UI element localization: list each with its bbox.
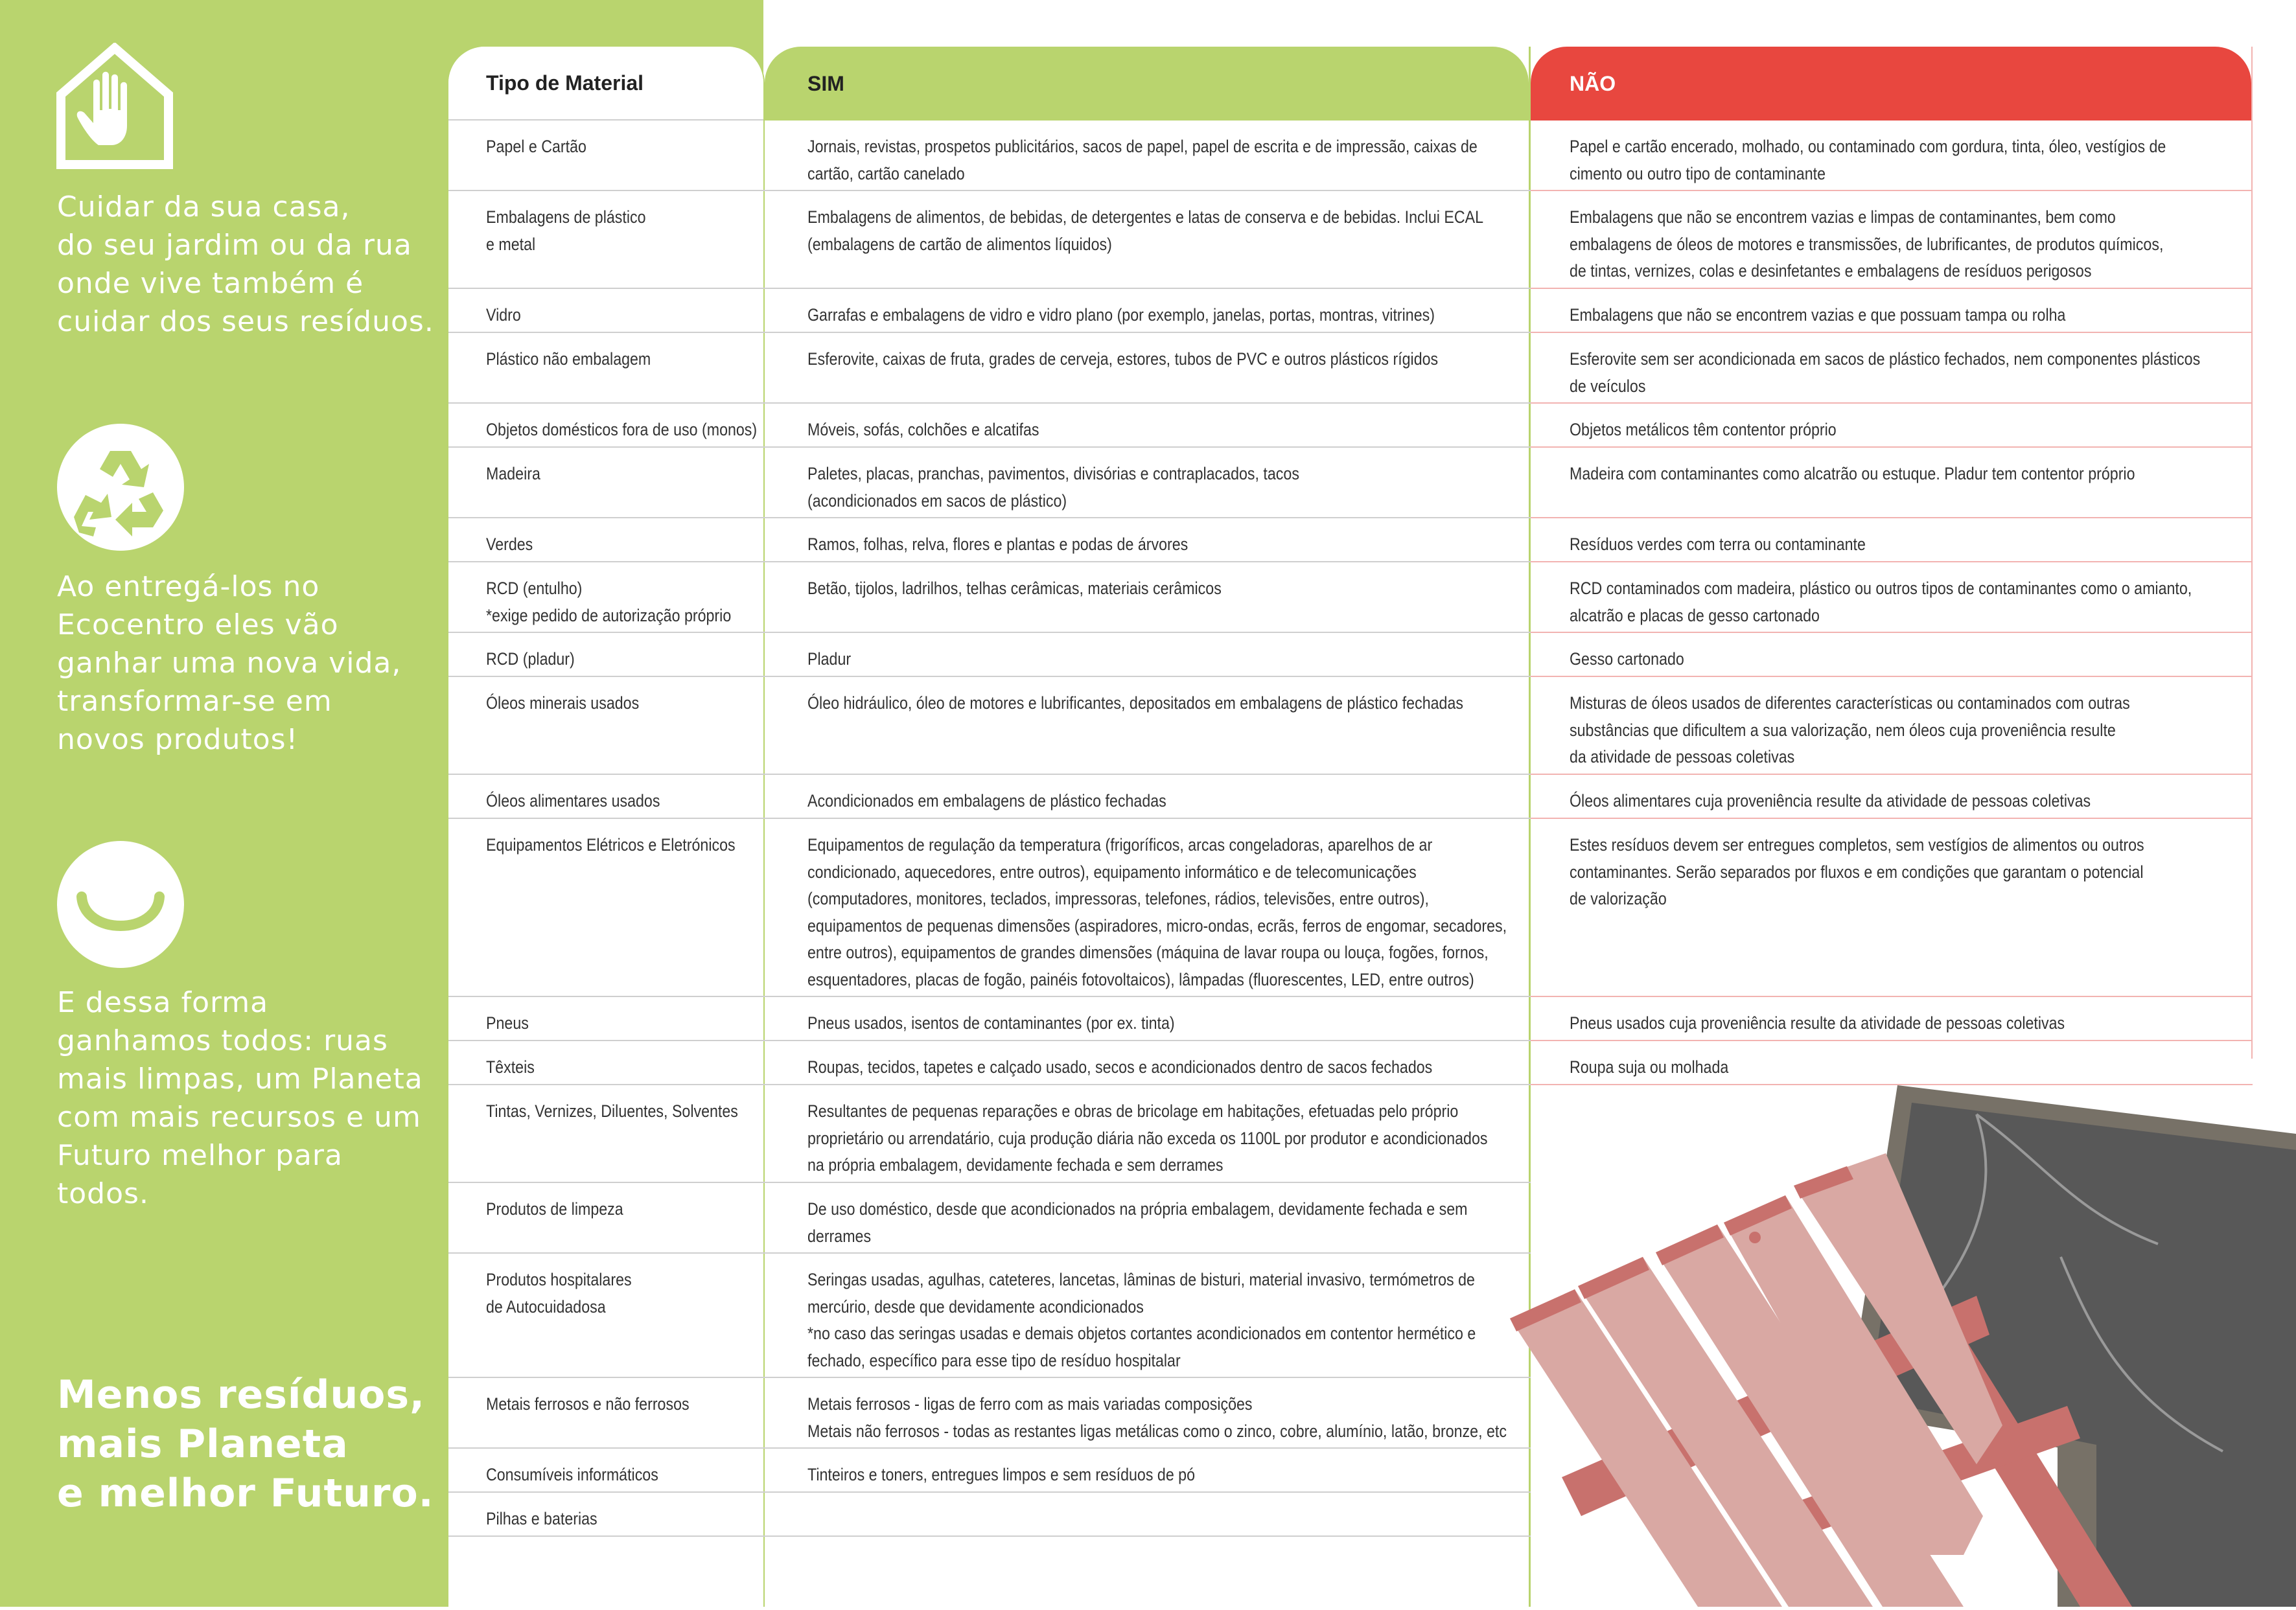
sidebar-text-2 (57, 568, 446, 759)
cell-material (448, 121, 765, 191)
recycle-icon (56, 422, 185, 555)
cell-nao (1531, 289, 2253, 333)
cell-sim-line: Resultantes de pequenas reparações e obras de bricolage em habitações, efetuadas pelo próprio (807, 1101, 1459, 1121)
cell-sim-line: Roupas, tecidos, tapetes e calçado usado, secos e acondicionados dentro de sacos fechados (807, 1057, 1433, 1077)
cell-sim-line: Seringas usadas, agulhas, cateteres, lancetas, lâminas de bisturi, material invasivo, termómetros de (807, 1270, 1475, 1289)
cell-nao-line: contaminantes. Serão separados por fluxos e em condições que garantam o potencial (1570, 862, 2144, 882)
cell-nao-line: da atividade de pessoas coletivas (1570, 747, 1795, 766)
cell-sim-line: De uso doméstico, desde que acondicionados na própria embalagem, devidamente fechada e sem (807, 1199, 1468, 1219)
cell-material-line: *exige pedido de autorização próprio (486, 605, 732, 625)
cell-sim-line: na própria embalagem, devidamente fechada e sem derrames (807, 1155, 1223, 1175)
cell-sim (765, 997, 1531, 1041)
cell-sim (765, 518, 1531, 562)
cell-material-line: Produtos hospitalares (486, 1270, 632, 1289)
pallet-monitor-illustration (1510, 1063, 2296, 1610)
table-row (448, 562, 2253, 633)
cell-nao-line: Papel e cartão encerado, molhado, ou contaminado com gordura, tinta, óleo, vestígios de (1570, 137, 2166, 156)
cell-nao (1531, 562, 2253, 633)
sidebar-text-3 (57, 983, 446, 1213)
cell-nao-line: Misturas de óleos usados de diferentes características ou contaminados com outras (1570, 693, 2130, 713)
cell-material (448, 1254, 765, 1378)
cell-material-line: Metais ferrosos e não ferrosos (486, 1394, 690, 1414)
cell-nao-line: Roupa suja ou molhada (1570, 1057, 1729, 1077)
cell-material (448, 677, 765, 775)
cell-sim-line: Metais ferrosos - ligas de ferro com as mais variadas composições (807, 1394, 1253, 1414)
cell-sim-line: Móveis, sofás, colchões e alcatifas (807, 420, 1039, 439)
cell-sim (765, 1493, 1531, 1537)
cell-sim-line: Garrafas e embalagens de vidro e vidro plano (por exemplo, janelas, portas, montras, vitrines) (807, 305, 1435, 325)
cell-material-line: Verdes (486, 535, 533, 554)
sidebar-text-line: onde vive também é (57, 267, 364, 300)
sidebar-text-line: mais limpas, um Planeta (57, 1063, 423, 1096)
cell-sim (765, 562, 1531, 633)
sidebar-text-line: Futuro melhor para (57, 1139, 343, 1172)
cell-nao (1531, 333, 2253, 404)
cell-material-line: RCD (entulho) (486, 579, 583, 598)
cell-nao-line: RCD contaminados com madeira, plástico ou outros tipos de contaminantes como o amianto, (1570, 579, 2192, 598)
cell-sim-line: Pladur (807, 649, 852, 669)
table-row (448, 333, 2253, 404)
cell-material (448, 448, 765, 518)
cell-nao (1531, 997, 2253, 1041)
sidebar-text-line: Ao entregá-los no (57, 570, 320, 603)
cell-sim (765, 775, 1531, 819)
sidebar-text-1 (57, 188, 446, 341)
cell-nao (1531, 633, 2253, 677)
sidebar-text-line: E dessa forma (57, 986, 269, 1019)
cell-sim-line: Jornais, revistas, prospetos publicitários, sacos de papel, papel de escrita e de impressão, caixas de (807, 137, 1478, 156)
cell-sim-line: proprietário ou arrendatário, cuja produção diária não exceda os 1100L por produtor e acondicionados (807, 1128, 1488, 1148)
cell-sim (765, 191, 1531, 289)
cell-sim-line: fechado, específico para esse tipo de resíduo hospitalar (807, 1350, 1181, 1370)
cell-material-line: de Autocuidadosa (486, 1296, 606, 1317)
sidebar-text-line: do seu jardim ou da rua (57, 229, 412, 262)
cell-nao-line: Pneus usados cuja proveniência resulte da atividade de pessoas coletivas (1570, 1013, 2065, 1033)
cell-sim-line: Esferovite, caixas de fruta, grades de cerveja, estores, tubos de PVC e outros plásticos rígidos (807, 349, 1439, 369)
cell-sim-line: (embalagens de cartão de alimentos líquidos) (807, 234, 1112, 254)
cell-nao-line: Estes resíduos devem ser entregues completos, sem vestígios de alimentos ou outros (1570, 835, 2144, 855)
cell-sim-line: cartão, cartão canelado (807, 163, 965, 183)
cell-material (448, 1085, 765, 1183)
slogan-line: Menos resíduos, (57, 1372, 425, 1418)
slogan (57, 1370, 434, 1518)
cell-sim-line: Embalagens de alimentos, de bebidas, de detergentes e latas de conserva e de bebidas. Inclui ECAL (807, 207, 1484, 227)
cell-nao-line: de veículos (1570, 376, 1646, 396)
cell-material-line: Papel e Cartão (486, 137, 586, 156)
slogan-line: mais Planeta (57, 1421, 349, 1467)
cell-material-line: Objetos domésticos fora de uso (monos) (486, 420, 758, 439)
cell-sim-line: Ramos, folhas, relva, flores e plantas e podas de árvores (807, 535, 1189, 554)
cell-material-line: RCD (pladur) (486, 649, 575, 669)
cell-nao (1531, 819, 2253, 997)
sidebar (0, 0, 447, 1607)
cell-material (448, 191, 765, 289)
table-row (448, 404, 2253, 448)
header-material: Tipo de Material (448, 47, 763, 121)
cell-nao-line: Resíduos verdes com terra ou contaminante (1570, 535, 1866, 554)
cell-material-line: Tintas, Vernizes, Diluentes, Solventes (486, 1101, 738, 1121)
cell-material-line: Produtos de limpeza (486, 1199, 623, 1219)
cell-nao (1531, 191, 2253, 289)
cell-sim (765, 1041, 1531, 1085)
cell-material-line: Plástico não embalagem (486, 349, 651, 369)
cell-nao-line: de tintas, vernizes, colas e desinfetantes e embalagens de resíduos perigosos (1570, 261, 2092, 281)
sidebar-text-line: novos produtos! (57, 723, 299, 756)
cell-nao (1531, 121, 2253, 191)
cell-material (448, 1041, 765, 1085)
cell-material-line: Óleos alimentares usados (486, 791, 660, 811)
cell-material-line: Têxteis (486, 1057, 535, 1077)
cell-material-line: Consumíveis informáticos (486, 1465, 658, 1484)
table-row (448, 448, 2253, 518)
cell-sim-line: Acondicionados em embalagens de plástico fechadas (807, 791, 1166, 811)
cell-sim (765, 819, 1531, 997)
cell-sim (765, 1449, 1531, 1493)
cell-nao (1531, 677, 2253, 775)
cell-sim-line: condicionado, aquecedores, entre outros), equipamento informático e de telecomunicações (807, 862, 1417, 882)
cell-sim (765, 677, 1531, 775)
cell-nao (1531, 775, 2253, 819)
table-row (448, 121, 2253, 191)
sidebar-text-line: ganhar uma nova vida, (57, 647, 402, 680)
cell-material-line: Óleos minerais usados (486, 693, 640, 713)
cell-sim-line: Tinteiros e toners, entregues limpos e sem resíduos de pó (807, 1465, 1196, 1484)
cell-nao (1531, 448, 2253, 518)
cell-sim (765, 1254, 1531, 1378)
cell-sim-line: (computadores, monitores, teclados, impressoras, telefones, rádios, televisões, entre outros), (807, 889, 1429, 908)
house-hand-icon (56, 43, 174, 173)
table-row (448, 775, 2253, 819)
cell-material-line: Embalagens de plástico (486, 207, 646, 227)
cell-sim (765, 448, 1531, 518)
cell-material-line: e metal (486, 234, 536, 254)
sidebar-text-line: transformar-se em (57, 685, 332, 718)
table-row (448, 518, 2253, 562)
cell-sim-line: Betão, tijolos, ladrilhos, telhas cerâmicas, materiais cerâmicos (807, 579, 1222, 598)
cell-sim (765, 289, 1531, 333)
cell-material (448, 404, 765, 448)
sidebar-text-line: todos. (57, 1177, 149, 1210)
cell-sim (765, 1183, 1531, 1254)
cell-sim (765, 633, 1531, 677)
cell-sim-line: mercúrio, desde que devidamente acondicionados (807, 1296, 1144, 1317)
cell-nao-line: Óleos alimentares cuja proveniência resulte da atividade de pessoas coletivas (1570, 791, 2091, 811)
cell-nao-line: Embalagens que não se encontrem vazias e limpas de contaminantes, bem como (1570, 207, 2116, 227)
cell-material (448, 1449, 765, 1493)
cell-nao-line: embalagens de óleos de motores e transmissões, de lubrificantes, de produtos químicos, (1570, 234, 2164, 254)
cell-sim-line: Equipamentos de regulação da temperatura (frigoríficos, arcas congeladoras, aparelhos de ar (807, 835, 1433, 855)
cell-material (448, 289, 765, 333)
cell-material (448, 1493, 765, 1537)
sidebar-text-line: com mais recursos e um (57, 1101, 421, 1134)
cell-sim-line: Metais não ferrosos - todas as restantes ligas metálicas como o zinco, cobre, alumínio, latão, bronze, etc (807, 1421, 1507, 1441)
table-row (448, 997, 2253, 1041)
cell-nao-line: Objetos metálicos têm contentor próprio (1570, 420, 1837, 439)
cell-material (448, 333, 765, 404)
header-sim: SIM (765, 47, 1529, 121)
cell-material-line: Vidro (486, 305, 521, 325)
table-row (448, 191, 2253, 289)
cell-material (448, 633, 765, 677)
cell-sim-line: equipamentos de pequenas dimensões (aspiradores, micro-ondas, ecrãs, ferros de engomar, secadores, (807, 915, 1507, 936)
smile-icon (56, 840, 185, 972)
cell-sim-line: esquentadores, placas de fogão, painéis fotovoltaicos), lâmpadas (fluorescentes, LED, entre outros) (807, 969, 1474, 989)
cell-material (448, 997, 765, 1041)
cell-nao-line: cimento ou outro tipo de contaminante (1570, 163, 1826, 183)
cell-material (448, 819, 765, 997)
cell-nao-line: Embalagens que não se encontrem vazias e que possuam tampa ou rolha (1570, 305, 2066, 325)
sidebar-text-line: Ecocentro eles vão (57, 608, 339, 641)
cell-material (448, 518, 765, 562)
cell-nao (1531, 404, 2253, 448)
table-row (448, 633, 2253, 677)
sidebar-text-line: ganhamos todos: ruas (57, 1024, 388, 1057)
cell-sim-line: Óleo hidráulico, óleo de motores e lubrificantes, depositados em embalagens de plástico fechadas (807, 693, 1463, 713)
cell-sim (765, 404, 1531, 448)
cell-material (448, 1183, 765, 1254)
cell-nao-line: Esferovite sem ser acondicionada em sacos de plástico fechados, nem componentes plásticos (1570, 349, 2201, 369)
table-row (448, 289, 2253, 333)
cell-material-line: Madeira (486, 464, 540, 483)
table-row (448, 819, 2253, 997)
cell-material-line: Pneus (486, 1013, 529, 1033)
cell-material (448, 1378, 765, 1449)
cell-sim (765, 1378, 1531, 1449)
sidebar-text-line: Cuidar da sua casa, (57, 190, 351, 224)
cell-material (448, 775, 765, 819)
slogan-line: e melhor Futuro. (57, 1471, 434, 1516)
header-nao: NÃO (1531, 47, 2251, 121)
cell-sim-line: derrames (807, 1226, 872, 1246)
cell-sim (765, 333, 1531, 404)
cell-nao-line: Gesso cartonado (1570, 649, 1684, 669)
cell-nao-line: de valorização (1570, 889, 1667, 908)
cell-nao (1531, 518, 2253, 562)
cell-material-line: Equipamentos Elétricos e Eletrónicos (486, 835, 736, 855)
cell-nao-line: Madeira com contaminantes como alcatrão ou estuque. Pladur tem contentor próprio (1570, 464, 2135, 483)
cell-nao-line: alcatrão e placas de gesso cartonado (1570, 605, 1820, 625)
sidebar-text-line: cuidar dos seus resíduos. (57, 305, 434, 338)
cell-sim-line: *no caso das seringas usadas e demais objetos cortantes acondicionados em contentor hermético e (807, 1324, 1476, 1343)
cell-sim-line: Pneus usados, isentos de contaminantes (por ex. tinta) (807, 1013, 1175, 1033)
cell-sim-line: Paletes, placas, pranchas, pavimentos, divisórias e contraplacados, tacos (807, 464, 1299, 483)
cell-nao-line: substâncias que dificultem a sua valorização, nem óleos cuja proveniência resulte (1570, 720, 2116, 740)
cell-material (448, 562, 765, 633)
cell-sim (765, 1085, 1531, 1183)
cell-sim (765, 121, 1531, 191)
cell-sim-line: (acondicionados em sacos de plástico) (807, 490, 1067, 511)
table-row (448, 677, 2253, 775)
cell-material-line: Pilhas e baterias (486, 1509, 597, 1528)
cell-sim-line: entre outros), equipamentos de grandes dimensões (máquina de lavar roupa ou louça, fogões, fornos, (807, 943, 1489, 962)
